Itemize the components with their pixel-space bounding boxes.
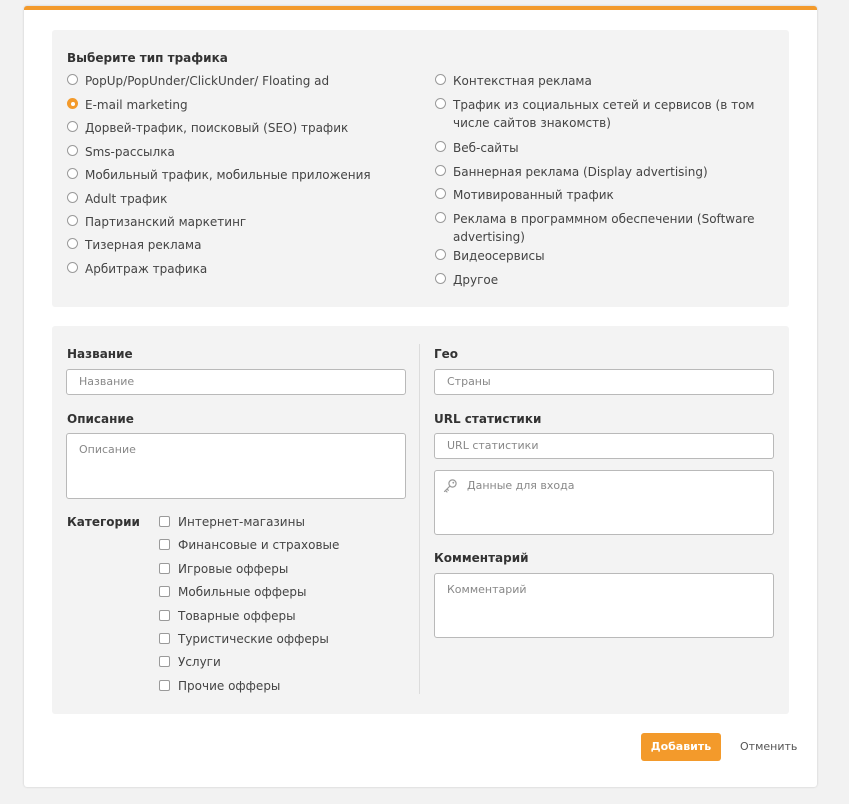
traffic-option[interactable] (435, 271, 775, 289)
traffic-option[interactable] (67, 260, 407, 278)
checkbox[interactable] (159, 586, 170, 597)
description-textarea[interactable]: Описание (66, 433, 406, 499)
traffic-option-label: Баннерная реклама (Display advertising) (453, 165, 708, 179)
traffic-option[interactable] (435, 186, 775, 204)
radio-unchecked[interactable] (435, 212, 446, 223)
radio-unchecked[interactable] (435, 74, 446, 85)
category-option[interactable] (159, 537, 339, 553)
traffic-option-label: Другое (453, 273, 499, 287)
category-label: Интернет-магазины (178, 515, 305, 529)
traffic-option-label: Партизанский маркетинг (85, 215, 247, 229)
stats-url-label: URL статистики (434, 412, 542, 426)
traffic-option[interactable] (67, 143, 407, 161)
name-input[interactable]: Название (66, 369, 406, 395)
category-option[interactable] (159, 514, 305, 530)
radio-unchecked[interactable] (67, 192, 78, 203)
add-source-card (24, 6, 817, 787)
radio-unchecked[interactable] (67, 168, 78, 179)
traffic-option[interactable] (435, 72, 775, 90)
checkbox[interactable] (159, 610, 170, 621)
category-option[interactable] (159, 631, 329, 647)
key-icon (442, 478, 458, 494)
traffic-option-label: Тизерная реклама (85, 238, 202, 252)
geo-label: Гео (434, 347, 459, 361)
traffic-type-title: Выберите тип трафика (67, 51, 228, 65)
radio-checked[interactable] (67, 98, 78, 109)
traffic-option[interactable] (435, 247, 775, 265)
traffic-option[interactable] (435, 210, 775, 246)
category-option[interactable] (159, 584, 307, 600)
column-divider (419, 344, 420, 694)
login-data-placeholder: Данные для входа (467, 479, 575, 492)
radio-unchecked[interactable] (67, 145, 78, 156)
traffic-option-label: Контекстная реклама (453, 74, 592, 88)
traffic-option-label: Дорвей-трафик, поисковый (SEO) трафик (85, 121, 349, 135)
comment-textarea[interactable]: Комментарий (434, 573, 774, 638)
source-form-panel (52, 326, 789, 714)
traffic-option[interactable] (67, 72, 407, 90)
traffic-option-label: PopUp/PopUnder/ClickUnder/ Floating ad (85, 74, 330, 88)
category-label: Мобильные офферы (178, 585, 307, 600)
radio-unchecked[interactable] (435, 188, 446, 199)
name-label: Название (67, 347, 133, 361)
geo-input[interactable]: Страны (434, 369, 774, 395)
checkbox[interactable] (159, 563, 170, 574)
traffic-option-label: Реклама в программном обеспечении (Software advertising) (453, 212, 755, 244)
stats-url-input[interactable]: URL статистики (434, 433, 774, 459)
login-data-textarea[interactable] (434, 470, 774, 535)
traffic-option-label: Мобильный трафик, мобильные приложения (85, 168, 371, 182)
traffic-option-label: Видеосервисы (453, 249, 545, 263)
radio-unchecked[interactable] (435, 273, 446, 284)
add-button[interactable]: Добавить (641, 733, 721, 761)
traffic-option-label: Арбитраж трафика (85, 262, 208, 276)
traffic-option-label: Мотивированный трафик (453, 188, 614, 202)
traffic-option[interactable] (67, 213, 407, 231)
radio-unchecked[interactable] (67, 262, 78, 273)
category-label: Финансовые и страховые (178, 538, 340, 553)
category-label: Туристические офферы (178, 632, 329, 646)
category-option[interactable] (159, 608, 296, 624)
checkbox[interactable] (159, 516, 170, 527)
traffic-option[interactable] (435, 96, 775, 132)
traffic-option[interactable] (435, 163, 775, 181)
category-option[interactable] (159, 561, 288, 577)
traffic-option[interactable] (67, 236, 407, 254)
radio-unchecked[interactable] (435, 98, 446, 109)
checkbox[interactable] (159, 539, 170, 550)
radio-unchecked[interactable] (67, 121, 78, 132)
categories-label: Категории (67, 515, 140, 529)
traffic-option[interactable] (67, 96, 407, 114)
traffic-type-panel (52, 30, 789, 307)
radio-unchecked[interactable] (67, 215, 78, 226)
category-label: Прочие офферы (178, 678, 281, 693)
checkbox[interactable] (159, 656, 170, 667)
category-label: Товарные офферы (178, 608, 296, 623)
traffic-option[interactable] (67, 119, 407, 137)
category-label: Услуги (178, 655, 221, 670)
description-label: Описание (67, 412, 134, 426)
traffic-option[interactable] (67, 166, 407, 184)
traffic-option-label: Трафик из социальных сетей и сервисов (в том числе сайтов знакомств) (453, 98, 755, 130)
checkbox[interactable] (159, 633, 170, 644)
checkbox[interactable] (159, 680, 170, 691)
cancel-button[interactable]: Отменить (740, 740, 798, 753)
comment-label: Комментарий (434, 551, 529, 565)
category-label: Игровые офферы (178, 561, 289, 576)
radio-unchecked[interactable] (67, 74, 78, 85)
category-option[interactable] (159, 678, 280, 694)
traffic-option-label: Sms-рассылка (85, 145, 175, 159)
radio-unchecked[interactable] (435, 249, 446, 260)
traffic-option-label: Adult трафик (85, 192, 168, 206)
radio-unchecked[interactable] (435, 141, 446, 152)
category-option[interactable] (159, 654, 221, 670)
traffic-option[interactable] (435, 139, 775, 157)
radio-unchecked[interactable] (435, 165, 446, 176)
traffic-option-label: E-mail marketing (85, 98, 188, 112)
traffic-option-label: Веб-сайты (453, 141, 519, 155)
traffic-option[interactable] (67, 190, 407, 208)
radio-unchecked[interactable] (67, 238, 78, 249)
